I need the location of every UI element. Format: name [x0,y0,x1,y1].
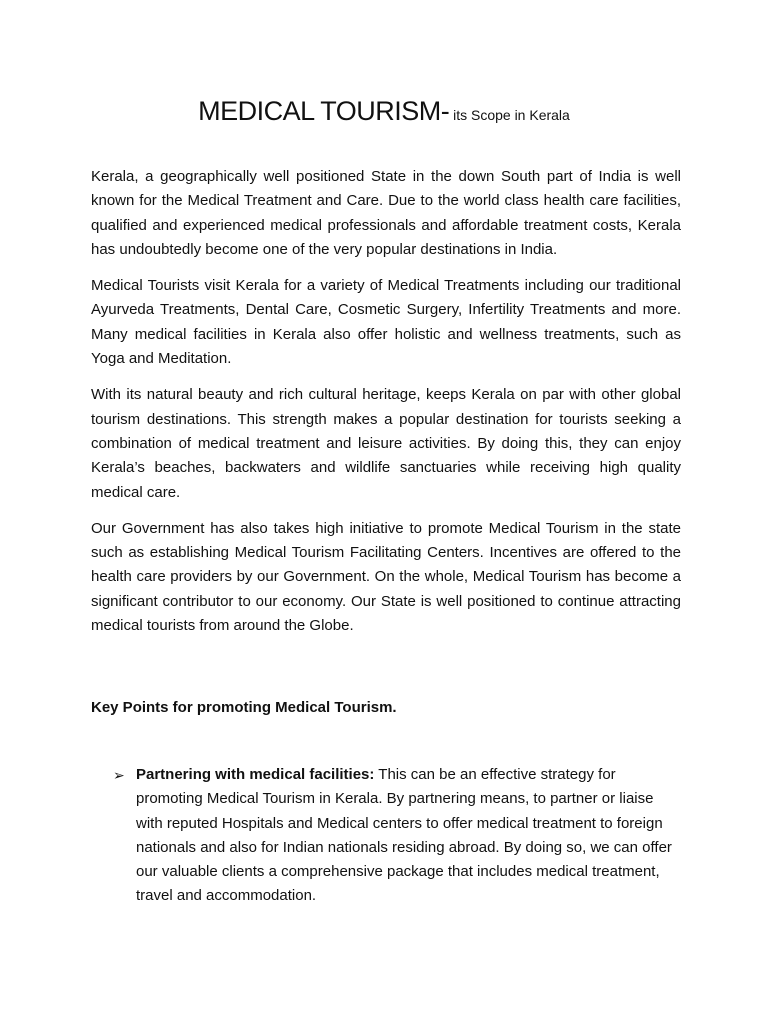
paragraph-4: Our Government has also takes high initiative to promote Medical Tourism in the state such as establishing Medical Tourism Facilitating Centers. Incentives are offered to the health care providers by our Government. On the whole, Medical Tourism has become a significant contributor to our economy. Our State is well positioned to continue attracting medical tourists from around the Globe. [91,519,681,635]
title-subtitle: its Scope in Kerala [449,107,570,123]
paragraph-1: Kerala, a geographically well positioned State in the down South part of India is well known for the Medical Treatment and Care. Due to the world class health care facilities, qualified and experienced medical professionals and affordable treatment costs, Kerala has undoubtedly become one of the very popular destinations in India. [91,168,681,258]
title-main: MEDICAL TOURISM- [198,96,450,126]
bullet-item [113,763,683,909]
bullet-text [136,763,683,909]
paragraph-2: Medical Tourists visit Kerala for a variety of Medical Treatments including our traditional Ayurveda Treatments, Dental Care, Cosmetic Surgery, Infertility Treatments and more. Many medical facilities in Kerala also offer holistic and wellness treatments, such as Yoga and Meditation. [91,277,681,368]
arrow-bullet-icon: ➢ [113,767,125,783]
paragraph-3: With its natural beauty and rich cultural heritage, keeps Kerala on par with other global tourism destinations. This strength makes a popular destination for tourists seeking a combination of medical treatment and leisure activities. By doing this, they can enjoy Kerala’s beaches, backwaters and wildlife sanctuaries while receiving high quality medical care. [91,386,681,501]
bullet-body: This can be an effective strategy for promoting Medical Tourism in Kerala. By partnering means, to partner or liaise with reputed Hospitals and Medical centers to offer medical treatment to foreign nationals and also for Indian nationals residing abroad. By doing so, we can offer our valuable clients a comprehensive package that includes medical treatment, travel and accommodation. [136,766,672,905]
body-text [91,165,681,650]
bullet-lead: Partnering with medical facilities: [136,766,375,783]
page-title [0,96,768,127]
key-points-heading: Key Points for promoting Medical Tourism. [91,699,397,716]
